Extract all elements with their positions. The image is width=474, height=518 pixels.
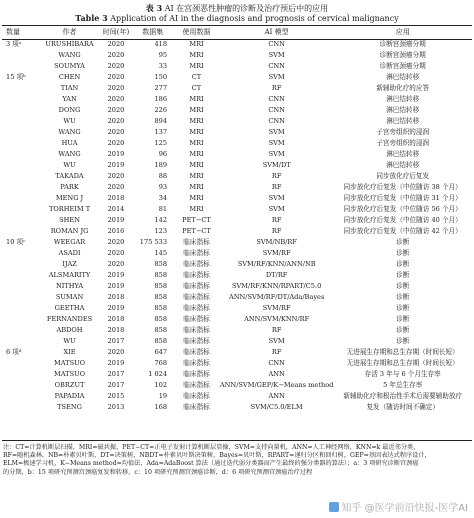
table-notes (3, 444, 471, 477)
cell-author: PARK (60, 183, 79, 191)
table-row (2, 336, 472, 347)
table-row (2, 281, 472, 292)
cell-data-used: MRI (189, 95, 204, 103)
cell-author: WANG (58, 128, 81, 136)
cell-count (2, 358, 40, 369)
cell-year: 2018 (107, 326, 125, 334)
cell-application: 诊断 (396, 326, 410, 334)
cell-application: 诊断 (396, 238, 410, 246)
cell-author: WU (63, 337, 76, 345)
cell-application: 淋巴结转移 (386, 161, 420, 169)
cell-year: 2019 (107, 161, 125, 169)
cell-count (2, 314, 40, 325)
cell-application: 诊断宫颈癌分期 (379, 40, 426, 48)
table-body (2, 39, 472, 413)
cell-count (2, 380, 40, 391)
cell-ai-model: SVM (268, 150, 285, 158)
table-bottom-rule (2, 440, 472, 441)
cell-ai-model: SVM (268, 337, 285, 345)
cell-dataset: 189 (154, 161, 168, 169)
cell-author: SUMAN (55, 293, 84, 301)
cell-data-used: 临床指标 (183, 359, 210, 367)
cell-year: 2020 (107, 40, 125, 48)
cell-count (2, 259, 40, 270)
cell-dataset: 175 533 (139, 238, 168, 246)
table-row (2, 215, 472, 226)
cell-author: TAKADA (55, 172, 84, 180)
cell-dataset: 19 (158, 392, 168, 400)
cell-data-used: MRI (189, 139, 204, 147)
cell-ai-model: SVM/RF/KNN/RPART/C5.0 (232, 282, 322, 290)
cell-application: 诊断 (396, 249, 410, 257)
cell-author: SOUMYA (54, 62, 85, 70)
cell-count (2, 138, 40, 149)
header-application: 应用 (395, 28, 410, 36)
cell-application: 诊断 (396, 304, 410, 312)
cell-application: 淋巴结转移 (386, 106, 420, 114)
cell-application: 诊断 (396, 315, 410, 323)
cell-year: 2016 (107, 227, 125, 235)
cell-ai-model: SVM (268, 194, 285, 202)
table-header-row (2, 26, 472, 39)
cell-author: DONG (58, 106, 81, 114)
cell-dataset: 858 (154, 293, 168, 301)
cell-data-used: MRI (189, 183, 204, 191)
cell-ai-model: RF (271, 348, 282, 356)
cell-count (2, 248, 40, 259)
header-data-used: 使用数据 (182, 28, 211, 36)
table-row (2, 402, 472, 413)
cell-data-used: MRI (189, 150, 204, 158)
cell-dataset: 34 (158, 194, 168, 202)
cell-dataset: 277 (154, 84, 168, 92)
cell-application: 同步放化疗后复发（中位随访 42 个月） (343, 227, 462, 235)
cell-data-used: 临床指标 (183, 282, 210, 290)
table-row (2, 61, 472, 72)
cell-year: 2020 (107, 260, 125, 268)
table-row (2, 39, 472, 50)
cell-data-used: 临床指标 (183, 348, 210, 356)
cell-year: 2020 (107, 84, 125, 92)
cell-year: 2019 (107, 282, 125, 290)
table-row (2, 182, 472, 193)
table-row (2, 391, 472, 402)
cell-data-used: MRI (189, 51, 204, 59)
table-row (2, 138, 472, 149)
table-row (2, 149, 472, 160)
cell-author: MENG J (55, 194, 84, 202)
table-label-cn: 表 3 (145, 3, 163, 13)
table-row (2, 237, 472, 248)
cell-ai-model: ANN (268, 370, 285, 378)
cell-year: 2017 (107, 337, 125, 345)
table-row (2, 259, 472, 270)
cell-count (2, 226, 40, 237)
cell-dataset: 125 (154, 139, 168, 147)
cell-count (2, 369, 40, 380)
cell-dataset: 88 (158, 172, 168, 180)
cell-ai-model: ANN/SVM/GEP/K−Means method (219, 381, 334, 389)
cell-count (2, 303, 40, 314)
cell-author: TSENG (57, 403, 82, 411)
cell-data-used: PET−CT (182, 227, 211, 235)
cell-dataset: 858 (154, 337, 168, 345)
cell-year: 2020 (107, 51, 125, 59)
cell-author: FERNANDES (46, 315, 93, 323)
cell-author: ROMAN JG (50, 227, 89, 235)
cell-application: 5 年总生存率 (383, 381, 423, 389)
cell-year: 2019 (107, 359, 125, 367)
cell-author: HUA (61, 139, 78, 147)
cell-application: 子宫旁组织的浸润 (376, 139, 430, 147)
cell-dataset: 768 (154, 359, 168, 367)
cell-year: 2020 (107, 172, 125, 180)
cell-dataset: 894 (154, 117, 168, 125)
cell-year: 2020 (107, 62, 125, 70)
table-caption-en (0, 13, 474, 24)
cell-author: IJAZ (62, 260, 77, 268)
cell-year: 2020 (107, 183, 125, 191)
cell-count: 6 项ᵈ (6, 348, 22, 356)
cell-count (2, 336, 40, 347)
table-label-en: Table 3 (75, 13, 108, 23)
header-author: 作者 (62, 28, 77, 36)
cell-author: WU (63, 117, 76, 125)
cell-count (2, 281, 40, 292)
cell-year: 2020 (107, 106, 125, 114)
table-row (2, 248, 472, 259)
cell-dataset: 93 (158, 183, 168, 191)
watermark-text: 知乎 @医学前沿快报-医学AI (341, 503, 468, 514)
cell-ai-model: RF (271, 183, 282, 191)
cell-year: 2020 (107, 139, 125, 147)
cell-data-used: PET−CT (182, 216, 211, 224)
cell-application: 同步放化疗后复发（中位随访 56 个月） (343, 205, 462, 213)
cell-ai-model: CNN (268, 95, 285, 103)
cell-year: 2014 (107, 205, 125, 213)
cell-application: 诊断 (396, 293, 410, 301)
table-row (2, 347, 472, 358)
cell-count (2, 171, 40, 182)
cell-ai-model: ANN (268, 392, 285, 400)
cell-author: TIAN (60, 84, 79, 92)
cell-ai-model: SVM/RF/KNN/ANN/NB (237, 260, 316, 268)
cell-author: WEEGAR (53, 238, 86, 246)
cell-ai-model: SVM (268, 73, 285, 81)
ai-application-table (2, 26, 472, 413)
cell-count: 15 项ᵇ (6, 73, 26, 81)
cell-year: 2020 (107, 128, 125, 136)
table-row (2, 193, 472, 204)
cell-application: 同步放化疗后复发（中位随访 40 个月） (343, 216, 462, 224)
table-row (2, 292, 472, 303)
cell-count (2, 182, 40, 193)
cell-year: 2018 (107, 194, 125, 202)
table-row (2, 72, 472, 83)
cell-dataset: 123 (154, 227, 168, 235)
cell-dataset: 168 (154, 403, 168, 411)
table-row (2, 83, 472, 94)
cell-count (2, 116, 40, 127)
cell-year: 2020 (107, 238, 125, 246)
cell-count (2, 402, 40, 413)
cell-dataset: 858 (154, 282, 168, 290)
cell-ai-model: SVM/RF (262, 249, 291, 257)
cell-year: 2015 (107, 392, 125, 400)
table-title-cn: AI 在宫颈恶性肿瘤的诊断及治疗预后中的应用 (164, 4, 329, 13)
table-row (2, 270, 472, 281)
cell-dataset: 96 (158, 150, 168, 158)
cell-data-used: 临床指标 (183, 315, 210, 323)
cell-count (2, 193, 40, 204)
cell-author: WANG (58, 51, 81, 59)
note-line: 的分期，b：15 项研究预测宫颈癌复发和转移，c：10 项研究预测宫颈癌诊断，d：6 项研究预测宫颈癌治疗过程 (3, 468, 313, 476)
cell-dataset: 858 (154, 315, 168, 323)
table-row (2, 160, 472, 171)
cell-year: 2020 (107, 348, 125, 356)
cell-author: WU (63, 161, 76, 169)
cell-data-used: 临床指标 (183, 392, 210, 400)
cell-count (2, 61, 40, 72)
cell-author: CHEN (58, 73, 81, 81)
cell-data-used: MRI (189, 62, 204, 70)
cell-dataset: 102 (154, 381, 168, 389)
note-line: RF=随机森林，NB=朴素贝叶斯，DT=决策树，NBDT=朴素贝叶斯决策树，Bayes=贝叶斯，RPART=递归分区和回归树，GEP=基因表达式程序设计， (3, 452, 431, 460)
cell-year: 2019 (107, 271, 125, 279)
cell-data-used: 临床指标 (183, 238, 210, 246)
cell-data-used: MRI (189, 106, 204, 114)
cell-dataset: 137 (154, 128, 168, 136)
cell-year: 2020 (107, 95, 125, 103)
cell-count (2, 94, 40, 105)
cell-ai-model: CNN (268, 106, 285, 114)
cell-year: 2018 (107, 315, 125, 323)
cell-application: 诊断 (396, 260, 410, 268)
table-row (2, 314, 472, 325)
cell-year: 2020 (107, 73, 125, 81)
cell-ai-model: RF (271, 227, 282, 235)
zhihu-logo-icon (329, 502, 339, 512)
table-row (2, 226, 472, 237)
cell-author: ABDOH (56, 326, 83, 334)
cell-count (2, 270, 40, 281)
cell-year: 2017 (107, 370, 125, 378)
cell-data-used: MRI (189, 128, 204, 136)
cell-data-used: 临床指标 (183, 370, 210, 378)
cell-dataset: 858 (154, 260, 168, 268)
cell-author: MATSUO (54, 359, 86, 367)
cell-data-used: MRI (189, 161, 204, 169)
cell-data-used: 临床指标 (183, 381, 210, 389)
table-row (2, 116, 472, 127)
cell-dataset: 81 (158, 205, 168, 213)
cell-author: NITHYA (55, 282, 84, 290)
cell-year: 2020 (107, 117, 125, 125)
cell-dataset: 33 (158, 62, 168, 70)
cell-year: 2017 (107, 381, 125, 389)
cell-ai-model: SVM/NB/RF (256, 238, 297, 246)
cell-dataset: 186 (154, 95, 168, 103)
header-year: 时间(年) (102, 28, 130, 36)
cell-application: 淋巴结转移 (386, 95, 420, 103)
cell-application: 同步放化疗后复发（中位随访 38 个月） (343, 183, 462, 191)
cell-data-used: CT (191, 73, 202, 81)
header-ai-model: AI 模型 (264, 28, 289, 36)
cell-application: 同步放化疗后复发（中位随访 31 个月） (343, 194, 462, 202)
cell-author: OBRZUT (54, 381, 85, 389)
cell-data-used: MRI (189, 172, 204, 180)
cell-count (2, 149, 40, 160)
cell-count (2, 292, 40, 303)
cell-ai-model: DT/RF (265, 271, 288, 279)
table-row (2, 127, 472, 138)
table-row (2, 105, 472, 116)
cell-data-used: 临床指标 (183, 260, 210, 268)
cell-application: 诊断宫颈癌分期 (379, 51, 426, 59)
cell-year: 2019 (107, 216, 125, 224)
cell-ai-model: SVM (268, 51, 285, 59)
cell-data-used: 临床指标 (183, 249, 210, 257)
cell-application: 同步放化疗后复发 (376, 172, 430, 180)
note-line: 注：CT=计算机断层扫描，MRI=磁共振，PET−CT=正电子发射计算机断层显像，SVM=支持向量机，ANN=人工神经网络，KNN=k 最近邻分类， (3, 444, 420, 451)
cell-count: 3 项ᵃ (6, 40, 22, 48)
cell-application: 无进展生存期和总生存期（时间长短） (346, 359, 459, 367)
cell-count (2, 105, 40, 116)
cell-application: 诊断 (396, 282, 410, 290)
cell-count (2, 325, 40, 336)
table-row (2, 303, 472, 314)
cell-application: 新辅助化疗的应答 (376, 84, 430, 92)
cell-year: 2019 (107, 150, 125, 158)
cell-data-used: 临床指标 (183, 271, 210, 279)
cell-application: 存活 3 年与 6 个月生存率 (364, 370, 441, 378)
cell-ai-model: CNN (268, 40, 285, 48)
cell-application: 诊断宫颈癌分期 (379, 62, 426, 70)
table-title-en: Application of AI in the diagnosis and prognosis of cervical malignancy (110, 14, 399, 23)
cell-author: URUSHIBARA (45, 40, 94, 48)
cell-count (2, 160, 40, 171)
cell-dataset: 145 (154, 249, 168, 257)
cell-data-used: 临床指标 (183, 337, 210, 345)
cell-count (2, 83, 40, 94)
cell-application: 淋巴结转移 (386, 117, 420, 125)
cell-data-used: 临床指标 (183, 304, 210, 312)
cell-data-used: CT (191, 84, 202, 92)
cell-dataset: 226 (154, 106, 168, 114)
cell-ai-model: SVM (268, 139, 285, 147)
cell-dataset: 858 (154, 271, 168, 279)
cell-ai-model: RF (271, 84, 282, 92)
cell-ai-model: CNN (268, 62, 285, 70)
cell-data-used: 临床指标 (183, 326, 210, 334)
cell-author: SHEN (59, 216, 80, 224)
cell-application: 诊断 (396, 271, 410, 279)
cell-dataset: 418 (154, 40, 168, 48)
cell-ai-model: RF (271, 326, 282, 334)
cell-application: 淋巴结转移 (386, 73, 420, 81)
cell-dataset: 95 (158, 51, 168, 59)
cell-ai-model: ANN/SVM/KNN/RF (244, 315, 310, 323)
table-row (2, 358, 472, 369)
table-row (2, 204, 472, 215)
cell-application: 子宫旁组织的浸润 (376, 128, 430, 136)
table-row (2, 369, 472, 380)
cell-author: WANG (58, 150, 81, 158)
header-count: 数量 (6, 28, 20, 36)
cell-count: 10 项ᶜ (6, 238, 26, 246)
cell-count (2, 127, 40, 138)
cell-ai-model: SVM/RF (262, 304, 291, 312)
cell-author: PAPADIA (54, 392, 85, 400)
cell-ai-model: SVM (268, 128, 285, 136)
cell-application: 无进展生存期和总生存期（时间长短） (346, 348, 459, 356)
cell-count (2, 391, 40, 402)
watermark (329, 499, 468, 514)
cell-author: ALSMARITY (48, 271, 91, 279)
cell-ai-model: SVM/DT (262, 161, 291, 169)
cell-data-used: MRI (189, 205, 204, 213)
cell-author: GEETHA (54, 304, 85, 312)
cell-data-used: 临床指标 (183, 403, 210, 411)
table-row (2, 380, 472, 391)
cell-ai-model: CNN (268, 359, 285, 367)
table-row (2, 94, 472, 105)
cell-dataset: 150 (154, 73, 168, 81)
cell-year: 2019 (107, 304, 125, 312)
cell-application: 诊断 (396, 337, 410, 345)
cell-application: 淋巴结转移 (386, 150, 420, 158)
cell-author: TORHEIM T (48, 205, 91, 213)
cell-dataset: 858 (154, 326, 168, 334)
cell-year: 2013 (107, 403, 125, 411)
cell-application: 复发（随访时间不确定） (366, 403, 439, 411)
cell-data-used: 临床指标 (183, 293, 210, 301)
table-row (2, 325, 472, 336)
table-row (2, 171, 472, 182)
header-dataset: 数据集 (142, 28, 164, 36)
table-row (2, 50, 472, 61)
cell-year: 2018 (107, 293, 125, 301)
cell-ai-model: CNN (268, 117, 285, 125)
cell-data-used: MRI (189, 40, 204, 48)
cell-dataset: 1 024 (148, 370, 168, 378)
cell-application: 新辅助化疗和根治性手术后需要辅助放疗 (343, 392, 463, 400)
cell-year: 2020 (107, 249, 125, 257)
cell-ai-model: RF (271, 216, 282, 224)
note-line: ELM=极速学习机，K−Means method=均值法，Ada=AdaBoost 算法（通过迭代弱分类器而产生最终的强分类器的算法）；a：3 项研究诊断宫颈癌 (3, 460, 419, 468)
cell-dataset: 647 (154, 348, 168, 356)
cell-count (2, 204, 40, 215)
cell-ai-model: ANN/SVM/RF/DT/Ada/Bayes (228, 293, 325, 301)
cell-dataset: 142 (154, 216, 168, 224)
cell-ai-model: SVM (268, 205, 285, 213)
cell-author: YAN (62, 95, 77, 103)
cell-ai-model: RF (271, 172, 282, 180)
cell-count (2, 215, 40, 226)
cell-count (2, 50, 40, 61)
cell-dataset: 858 (154, 304, 168, 312)
cell-data-used: MRI (189, 194, 204, 202)
cell-data-used: MRI (189, 117, 204, 125)
cell-author: ASADI (58, 249, 81, 257)
cell-author: MATSUO (54, 370, 86, 378)
cell-ai-model: SVM/C5.0/ELM (250, 403, 303, 411)
cell-author: XIE (63, 348, 76, 356)
